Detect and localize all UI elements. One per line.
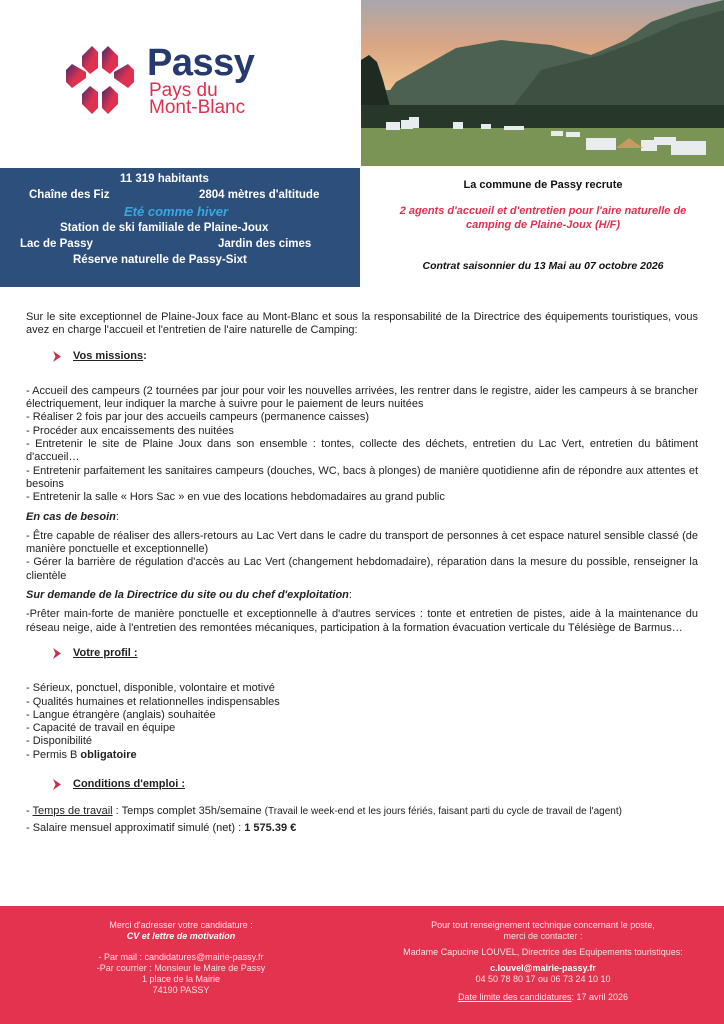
deadline — [362, 992, 724, 1003]
brand-subtitle — [149, 82, 245, 116]
conditions-title: Conditions d'emploi : — [73, 778, 185, 791]
section-missions — [26, 350, 698, 363]
permit-required: obligatoire — [80, 748, 137, 761]
if-needed-item: - Gérer la barrière de régulation d'accès au Lac Vert (changement hebdomadaire), réparation dans la mesure du possible, renseigner la clientèle — [26, 556, 698, 582]
fact-reserve: Réserve naturelle de Passy-Sixt — [73, 254, 247, 266]
conditions-list — [26, 805, 698, 835]
if-needed-list — [26, 530, 698, 583]
mission-item: - Entretenir le site de Plaine Joux dans son ensemble : tontes, collecte des déchets, entretien du Lac Vert, entretien du bâtiment d'accueil… — [26, 438, 698, 464]
missions-title: Vos missions — [73, 349, 144, 362]
if-needed-heading — [26, 511, 698, 524]
on-request-suffix: : — [348, 589, 352, 602]
salary-label: - Salaire mensuel approximatif simulé (net) : — [26, 821, 245, 834]
apply-documents: CV et lettre de motivation — [126, 931, 236, 941]
apply-address-city: 74190 PASSY — [152, 985, 210, 995]
mission-item: - Accueil des campeurs (2 tournées par jour pour voir les nouvelles arrivées, les rentrer dans le registre, aider les campeurs à se brancher électriquement, leur indiquer la marche à suivre pour le paiement de leurs nuitées — [26, 384, 698, 411]
fact-lake: Lac de Passy — [20, 238, 93, 250]
apply-address-street: 1 place de la Mairie — [141, 974, 221, 984]
job-description — [26, 311, 698, 835]
mission-item: - Entretenir la salle « Hors Sac » en vue des locations hebdomadaires au grand public — [26, 491, 445, 504]
contact-phones: 04 50 78 80 17 ou 06 73 24 10 10 — [475, 974, 611, 984]
worktime-label: Temps de travail — [32, 805, 113, 818]
contact-intro-2: merci de contacter : — [503, 931, 583, 941]
apply-mail[interactable]: - Par mail : candidatures@mairie-passy.fr — [98, 952, 264, 962]
salary-value: 1 575.39 € — [244, 821, 297, 834]
on-request-text: -Prêter main-forte de manière ponctuelle et exceptionnelle à d'autres services : tonte et entretien de pistes, aide à la maintenance du réseau neige, aide à l'entretien des remontées mécaniques, participation à la formation évacuation verticale du Télésiège de Barmus… — [26, 608, 698, 634]
chevron-right-icon — [52, 779, 62, 790]
if-needed-suffix: : — [115, 510, 119, 523]
apply-post: -Par courrier : Monsieur le Maire de Passy — [96, 963, 266, 973]
missions-list — [26, 385, 698, 505]
snowflake-logo-icon — [62, 42, 138, 118]
brand-name: Passy — [147, 42, 255, 84]
salary-line — [26, 822, 698, 835]
campsite-photo — [361, 0, 724, 166]
on-request-heading — [26, 589, 698, 602]
worktime-dash: - — [26, 805, 33, 818]
footer-contact — [362, 920, 724, 1003]
position-title: 2 agents d'accueil et d'entretien pour l'aire naturelle de camping de Plaine-Joux (H/F) — [399, 205, 687, 231]
brand-subtitle-line1: Pays du — [149, 80, 218, 101]
landscape-illustration — [361, 0, 724, 166]
section-profile — [26, 647, 698, 660]
contact-email[interactable]: c.louvel@mairie-passy.fr — [490, 963, 596, 973]
contact-person: Madame Capucine LOUVEL, Directrice des Equipements touristiques: — [403, 947, 683, 957]
if-needed-title: En cas de besoin — [26, 510, 116, 523]
profile-item: - Qualités humaines et relationnelles indispensables — [26, 695, 280, 708]
tagline: Eté comme hiver — [124, 204, 229, 219]
fact-altitude: 2804 mètres d'altitude — [199, 189, 320, 201]
recruits-heading: La commune de Passy recrute — [463, 179, 623, 191]
profile-item: - Disponibilité — [26, 735, 93, 748]
chevron-right-icon — [52, 351, 62, 362]
profile-list — [26, 682, 698, 762]
profile-item-permit — [26, 749, 698, 762]
worktime-line — [26, 805, 698, 818]
job-headline — [362, 168, 724, 287]
worktime-note: (Travail le week-end et les jours fériés, faisant parti du cycle de travail de l'agent) — [264, 806, 622, 818]
profile-item: - Langue étrangère (anglais) souhaitée — [26, 708, 216, 721]
fact-ski: Station de ski familiale de Plaine-Joux — [60, 222, 269, 234]
logo-area — [0, 0, 360, 166]
deadline-value: : 17 avril 2026 — [571, 992, 629, 1002]
fact-garden: Jardin des cimes — [218, 238, 312, 250]
fact-population: 11 319 habitants — [120, 173, 209, 185]
mission-item: - Réaliser 2 fois par jour des accueils campeurs (permanence caisses) — [26, 411, 369, 424]
missions-title-suffix: : — [143, 349, 147, 362]
application-footer — [0, 906, 724, 1024]
contact-intro: Pour tout renseignement technique concernant le poste, — [431, 920, 655, 930]
intro-paragraph: Sur le site exceptionnel de Plaine-Joux face au Mont-Blanc et sous la responsabilité de la Directrice des équipements touristiques, vous avez en charge l'accueil et l'entretien de l'aire naturelle de Camping: — [26, 311, 698, 337]
on-request-title: Sur demande de la Directrice du site ou du chef d'exploitation — [26, 589, 349, 602]
chevron-right-icon — [52, 648, 62, 659]
brand-subtitle-line2: Mont-Blanc — [149, 97, 246, 118]
contract-dates: Contrat saisonnier du 13 Mai au 07 octobre 2026 — [422, 260, 664, 272]
if-needed-item: - Être capable de réaliser des allers-retours au Lac Vert dans le cadre du transport de personnes à cet espace naturel sensible classé (de manière ponctuelle et exceptionnelle) — [26, 529, 698, 556]
profile-item: - Capacité de travail en équipe — [26, 722, 176, 735]
deadline-label: Date limite des candidatures — [457, 992, 572, 1002]
profile-item: - Sérieux, ponctuel, disponible, volontaire et motivé — [26, 682, 275, 695]
permit-prefix: - Permis B — [26, 748, 81, 761]
town-facts-box — [0, 168, 360, 287]
apply-intro: Merci d'adresser votre candidature : — [109, 920, 253, 930]
mission-item: - Entretenir parfaitement les sanitaires campeurs (douches, WC, bacs à plonges) de manière quotidienne afin de répondre aux attentes et besoins — [26, 464, 698, 490]
profile-title: Votre profil : — [73, 646, 138, 659]
footer-apply — [0, 920, 362, 996]
section-conditions — [26, 778, 698, 791]
mission-item: - Procéder aux encaissements des nuitées — [26, 424, 234, 437]
worktime-value: : Temps complet 35h/semaine — [112, 805, 265, 818]
fact-fiz: Chaîne des Fiz — [29, 189, 110, 201]
